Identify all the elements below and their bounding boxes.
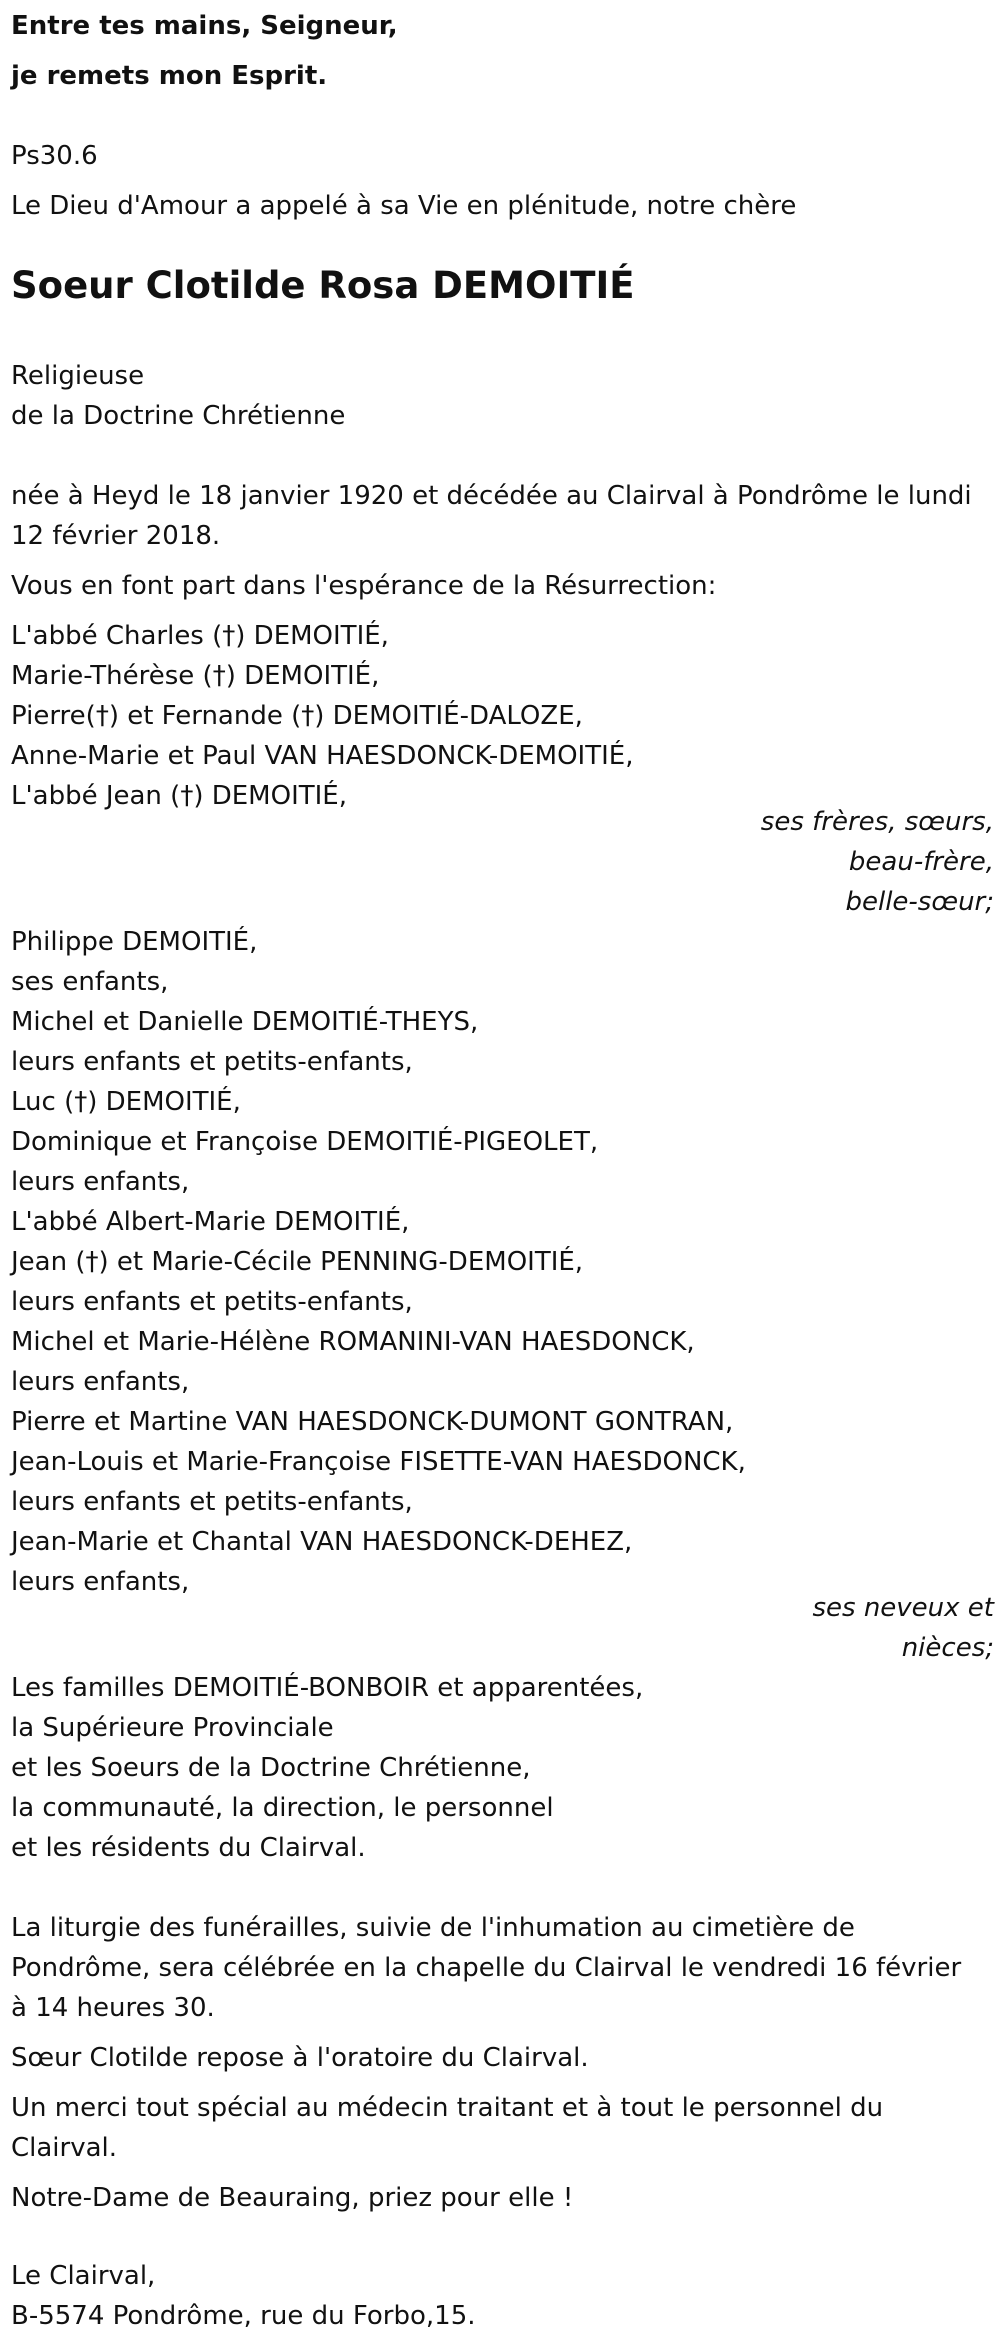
birth-death-line-2: 12 février 2018. bbox=[11, 521, 221, 551]
other-family-line: et les résidents du Clairval. bbox=[11, 1833, 366, 1863]
nephew-line: leurs enfants, bbox=[11, 1567, 190, 1597]
nephews-role-line: nièces; bbox=[901, 1633, 994, 1663]
funeral-line: Pondrôme, sera célébrée en la chapelle du Clairval le vendredi 16 février bbox=[11, 1953, 962, 1983]
nephew-line: Dominique et Françoise DEMOITIÉ-PIGEOLET, bbox=[11, 1127, 599, 1157]
nephew-line: Jean-Marie et Chantal VAN HAESDONCK-DEHEZ, bbox=[11, 1527, 633, 1557]
nephew-line: L'abbé Albert-Marie DEMOITIÉ, bbox=[11, 1207, 410, 1237]
sibling-line: L'abbé Jean (†) DEMOITIÉ, bbox=[11, 781, 347, 811]
thanks-line: Clairval. bbox=[11, 2133, 118, 2163]
sibling-line: Marie-Thérèse (†) DEMOITIÉ, bbox=[11, 661, 380, 691]
nephew-line: Philippe DEMOITIÉ, bbox=[11, 927, 258, 957]
opening-line-1: Entre tes mains, Seigneur, bbox=[11, 11, 398, 41]
announcement: Vous en font part dans l'espérance de la Résurrection: bbox=[11, 571, 717, 601]
nephew-line: Jean (†) et Marie-Cécile PENNING-DEMOITIÉ, bbox=[11, 1247, 584, 1277]
intro-text: Le Dieu d'Amour a appelé à sa Vie en plénitude, notre chère bbox=[11, 191, 797, 221]
siblings-role-line: ses frères, sœurs, bbox=[760, 807, 994, 837]
opening-line-2: je remets mon Esprit. bbox=[11, 61, 328, 91]
deceased-name: Soeur Clotilde Rosa DEMOITIÉ bbox=[11, 264, 635, 307]
funeral-line: à 14 heures 30. bbox=[11, 1993, 215, 2023]
nephew-line: leurs enfants, bbox=[11, 1367, 190, 1397]
address-line: B-5574 Pondrôme, rue du Forbo,15. bbox=[11, 2301, 476, 2331]
verse-reference: Ps30.6 bbox=[11, 141, 98, 171]
sibling-line: Anne-Marie et Paul VAN HAESDONCK-DEMOITIÉ, bbox=[11, 741, 634, 771]
other-family-line: et les Soeurs de la Doctrine Chrétienne, bbox=[11, 1753, 531, 1783]
nephew-line: Pierre et Martine VAN HAESDONCK-DUMONT GONTRAN, bbox=[11, 1407, 734, 1437]
nephew-line: Jean-Louis et Marie-Françoise FISETTE-VAN HAESDONCK, bbox=[11, 1447, 746, 1477]
nephew-line: Michel et Marie-Hélène ROMANINI-VAN HAESDONCK, bbox=[11, 1327, 695, 1357]
sibling-line: L'abbé Charles (†) DEMOITIÉ, bbox=[11, 621, 389, 651]
nephew-line: leurs enfants, bbox=[11, 1167, 190, 1197]
nephew-line: Michel et Danielle DEMOITIÉ-THEYS, bbox=[11, 1007, 479, 1037]
order-line-1: Religieuse bbox=[11, 361, 145, 391]
nephew-line: ses enfants, bbox=[11, 967, 169, 997]
birth-death-line-1: née à Heyd le 18 janvier 1920 et décédée au Clairval à Pondrôme le lundi bbox=[11, 481, 972, 511]
nephew-line: leurs enfants et petits-enfants, bbox=[11, 1487, 413, 1517]
address-line: Le Clairval, bbox=[11, 2261, 156, 2291]
other-family-line: Les familles DEMOITIÉ-BONBOIR et apparentées, bbox=[11, 1673, 644, 1703]
siblings-role-line: belle-sœur; bbox=[845, 887, 994, 917]
rest-notice: Sœur Clotilde repose à l'oratoire du Clairval. bbox=[11, 2043, 589, 2073]
sibling-line: Pierre(†) et Fernande (†) DEMOITIÉ-DALOZE, bbox=[11, 701, 583, 731]
other-family-line: la Supérieure Provinciale bbox=[11, 1713, 334, 1743]
nephew-line: leurs enfants et petits-enfants, bbox=[11, 1287, 413, 1317]
funeral-line: La liturgie des funérailles, suivie de l'inhumation au cimetière de bbox=[11, 1913, 855, 1943]
prayer-line: Notre-Dame de Beauraing, priez pour elle ! bbox=[11, 2183, 574, 2213]
thanks-line: Un merci tout spécial au médecin traitant et à tout le personnel du bbox=[11, 2093, 884, 2123]
nephews-role-line: ses neveux et bbox=[812, 1593, 994, 1623]
siblings-role-line: beau-frère, bbox=[848, 847, 994, 877]
nephew-line: leurs enfants et petits-enfants, bbox=[11, 1047, 413, 1077]
order-line-2: de la Doctrine Chrétienne bbox=[11, 401, 346, 431]
nephew-line: Luc (†) DEMOITIÉ, bbox=[11, 1087, 241, 1117]
other-family-line: la communauté, la direction, le personnel bbox=[11, 1793, 554, 1823]
